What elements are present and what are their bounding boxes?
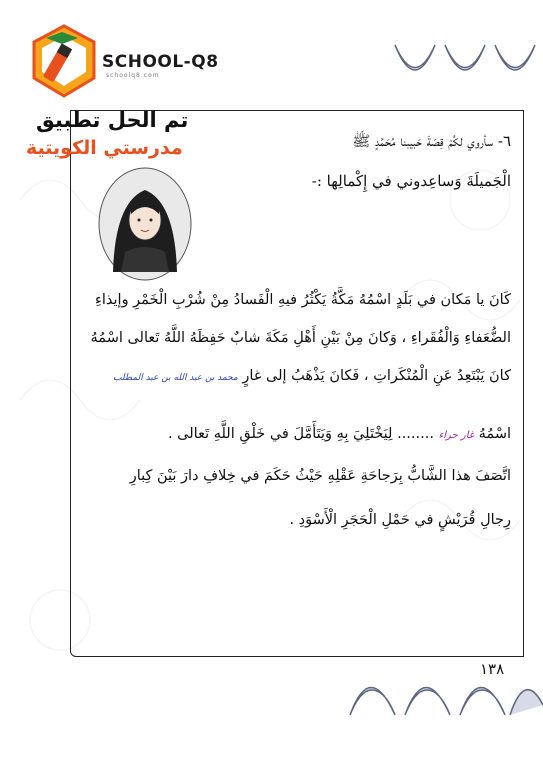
girl-portrait-icon (95, 162, 195, 282)
school-q8-logo-icon (28, 22, 100, 104)
arch-ornament-top (390, 40, 543, 90)
page-number: ١٣٨ (480, 660, 505, 678)
handwritten-answer-cave: غار حراء (438, 430, 475, 441)
story-line-4-prefix: اسْمُهُ (478, 426, 511, 442)
story-line-1: كَانَ يا مَكان في بَلَدٍ اسْمُهُ مَكَّةُ يَكْثُرُ فيهِ الْفَسادُ مِنْ شُرْبِ الْخَمْرِ وإيذاءِ (95, 292, 511, 308)
question-line-1: ٦- سأروي لكُمْ قِصّةَ حَبيبنا مُحَمَّدٍ ﷺ (352, 132, 511, 150)
site-sub: schoolq8.com (106, 72, 160, 79)
site-name: SCHOOL-Q8 (102, 52, 219, 72)
answer-dots: ........ (397, 426, 434, 442)
story-line-3 (101, 368, 511, 384)
story-line-6: رِجالِ قُرَيْشٍ في حَمْلِ الْحَجَرِ الْأَسْوَدِ . (289, 512, 511, 528)
story-line-2: الضُّعَفاءِ وَالْفُقَراءِ ، وَكانَ مِنْ بَيْنِ أَهْلِ مَكَةَ شابٌ حَفِظَهُ اللَّهُ تَعالى اسْمُهُ (90, 330, 511, 346)
solution-title: تم الحل تطبيق (36, 108, 189, 132)
solution-subtitle: مدرستي الكويتية (26, 137, 183, 159)
story-line-4 (101, 426, 511, 442)
story-line-4-text: لِيَخْتَلِيَ بِهِ وَيَتَأَمَّلَ في خَلْقِ اللَّهِ تَعالى . (167, 426, 393, 442)
handwritten-answer-name: محمد بن عبد الله بن عبد المطلب (113, 373, 238, 383)
arch-ornament-bottom (340, 655, 543, 720)
story-line-5: اتَّصَفَ هذا الشَّابُّ بِرَجاحَةِ عَقْلِهِ حَيْثُ حَكَمَ في خِلافِ دارَ بَيْنَ كِبارِ (129, 468, 511, 484)
story-line-3-text: كانَ يَبْتَعِدُ عَنِ الْمُنْكَراتِ ، فَكانَ يَذْهَبُ إلى غارٍ (242, 368, 511, 384)
question-line-2: الْجَميلَةَ وَساعِدوني في إِكْمالِها :- (311, 172, 511, 190)
